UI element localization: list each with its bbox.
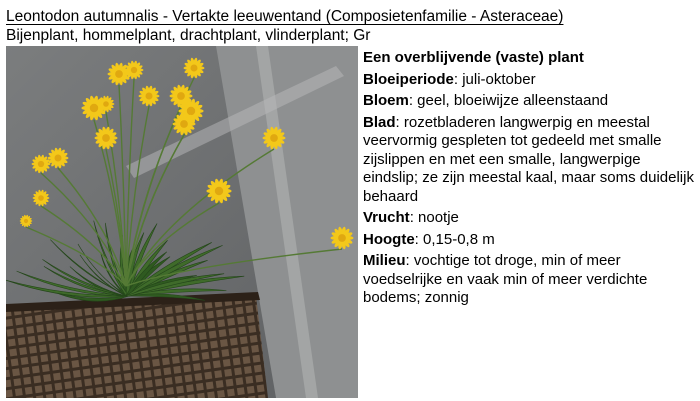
item-label: Milieu xyxy=(363,252,406,269)
item-label: Vrucht xyxy=(363,209,410,226)
item-label: Blad xyxy=(363,113,396,131)
item-text: : juli-oktober xyxy=(453,70,536,88)
item-label: Bloeiperiode xyxy=(363,70,454,88)
item-text: : 0,15-0,8 m xyxy=(414,230,495,248)
item-milieu xyxy=(363,252,697,308)
item-hoogte xyxy=(363,231,697,250)
description-headline: Een overblijvende (vaste) plant xyxy=(363,49,584,66)
item-text: : geel, bloeiwijze alleenstaand xyxy=(408,92,609,109)
drain-grate xyxy=(6,296,268,398)
page-header xyxy=(6,7,696,45)
item-label: Bloem xyxy=(363,92,409,109)
item-text: : rozetbladeren langwerpig en meestal veervormig gespleten tot gedeeld met smalle zijslippen en met een smalle, langwerpige eindslip; ze zijn meestal kaal, maar soms duidelijk behaard xyxy=(363,113,694,205)
item-text: : nootje xyxy=(409,209,459,226)
description xyxy=(363,49,697,311)
item-bloem xyxy=(363,92,697,111)
item-text: : vochtige tot droge, min of meer voedselrijke en vaak min of meer verdichte bodems; zonnig xyxy=(363,252,648,306)
item-label: Hoogte xyxy=(363,230,415,248)
species-uses: Bijenplant, hommelplant, drachtplant, vlinderplant; Gr xyxy=(6,27,371,44)
item-blad xyxy=(363,114,697,207)
item-bloeiperiode xyxy=(363,71,697,90)
item-vrucht xyxy=(363,209,697,228)
species-title: Leontodon autumnalis - Vertakte leeuwentand (Composietenfamilie - Asteraceae) xyxy=(6,8,564,25)
plant-photo xyxy=(6,46,358,398)
